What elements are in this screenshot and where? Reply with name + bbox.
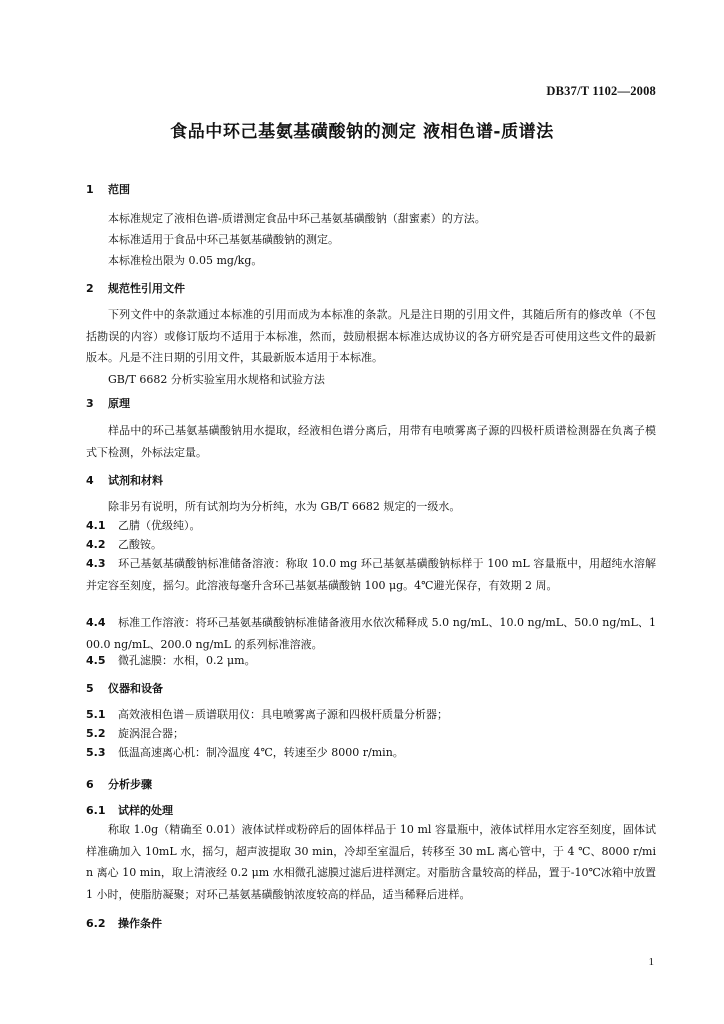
item-text: 标准工作溶液：将环己基氨基磺酸钠标准储备液用水依次稀释成 5.0 ng/mL、10.0 ng/mL、50.0 ng/mL、100.0 ng/mL、200.0 ng/mL 的系列标准溶液。 [86, 616, 656, 651]
item-text: 乙酸铵。 [118, 538, 162, 551]
item-text: 旋涡混合器； [118, 727, 184, 740]
section-title: 试剂和材料 [108, 474, 163, 487]
section-number: 4 [86, 474, 94, 487]
section-5-heading [86, 680, 163, 696]
normative-reference-item: GB/T 6682 分析实验室用水规格和试验方法 [108, 373, 325, 386]
subsection-title: 操作条件 [118, 917, 162, 930]
reagent-item [86, 650, 656, 672]
item-number: 4.3 [86, 557, 106, 570]
section-title: 规范性引用文件 [108, 282, 185, 295]
document-title: 食品中环己基氨基磺酸钠的测定 液相色谱-质谱法 [170, 122, 554, 142]
section-4-heading [86, 472, 163, 488]
subsection-title: 试样的处理 [118, 804, 173, 817]
item-number: 5.1 [86, 708, 106, 721]
reagent-item [86, 612, 656, 655]
section-number: 1 [86, 183, 94, 196]
item-number: 5.2 [86, 727, 106, 740]
scope-line-3: 本标准检出限为 0.05 mg/kg。 [108, 254, 263, 267]
normative-references-paragraph: 下列文件中的条款通过本标准的引用而成为本标准的条款。凡是注日期的引用文件，其随后所有的修改单（不包括勘误的内容）或修订版均不适用于本标准，然而，鼓励根据本标准达成协议的各方研究是否可使用这些文件的最新版本。凡是不注日期的引用文件，其最新版本适用于本标准。 [86, 308, 656, 364]
section-title: 范围 [108, 183, 130, 196]
standard-number: DB37/T 1102—2008 [546, 84, 656, 98]
subsection-6-1-heading [86, 802, 173, 818]
section-2-heading [86, 280, 185, 296]
sample-treatment-paragraph: 称取 1.0g（精确至 0.01）液体试样或粉碎后的固体样品于 10 ml 容量瓶中，液体试样用水定容至刻度，固体试样准确加入 10mL 水，摇匀，超声波提取 30 min，冷却至室温后，转移至 30 mL 离心管中，于 4 ℃、8000 r/min 离心 10 min，取上清液经 0.2 μm 水相微孔滤膜过滤后进样测定。对脂肪含量较高的样品，置于-10℃冰箱中放置 1 小时，使脂肪凝聚；对环己基氨基磺酸钠浓度较高的样品，适当稀释后进样。 [86, 823, 656, 901]
principle-paragraph: 样品中的环己基氨基磺酸钠用水提取，经液相色谱分离后，用带有电喷雾离子源的四极杆质谱检测器在负离子模式下检测，外标法定量。 [86, 424, 656, 459]
item-text: 环己基氨基磺酸钠标准储备溶液：称取 10.0 mg 环己基氨基磺酸钠标样于 100 mL 容量瓶中，用超纯水溶解并定容至刻度，摇匀。此溶液每毫升含环己基氨基磺酸钠 100 μg。4℃避光保存，有效期 2 周。 [86, 557, 656, 592]
page-number: 1 [648, 956, 654, 968]
subsection-number: 6.2 [86, 917, 106, 930]
scope-line-1: 本标准规定了液相色谱-质谱测定食品中环己基氨基磺酸钠（甜蜜素）的方法。 [108, 212, 486, 225]
section-number: 3 [86, 397, 94, 410]
item-number: 4.4 [86, 616, 106, 629]
item-number: 5.3 [86, 746, 106, 759]
section-3-heading [86, 395, 130, 411]
item-text: 低温高速离心机：制冷温度 4℃，转速至少 8000 r/min。 [118, 746, 404, 759]
item-number: 4.5 [86, 654, 106, 667]
item-text: 微孔滤膜：水相，0.2 μm。 [118, 654, 256, 667]
section-title: 分析步骤 [108, 778, 152, 791]
section-title: 仪器和设备 [108, 682, 163, 695]
reagent-item [86, 553, 656, 596]
section-6-heading [86, 776, 152, 792]
section-number: 5 [86, 682, 94, 695]
item-text: 高效液相色谱－质谱联用仪：具电喷雾离子源和四极杆质量分析器； [118, 708, 448, 721]
reagents-intro: 除非另有说明，所有试剂均为分析纯，水为 GB/T 6682 规定的一级水。 [108, 500, 461, 513]
subsection-number: 6.1 [86, 804, 106, 817]
section-number: 2 [86, 282, 94, 295]
subsection-6-2-heading [86, 915, 162, 931]
item-number: 4.2 [86, 538, 106, 551]
section-1-heading [86, 181, 130, 197]
section-title: 原理 [108, 397, 130, 410]
item-text: 乙腈（优级纯）。 [118, 519, 201, 532]
item-number: 4.1 [86, 519, 106, 532]
scope-line-2: 本标准适用于食品中环己基氨基磺酸钠的测定。 [108, 233, 339, 246]
section-number: 6 [86, 778, 94, 791]
equipment-item [86, 742, 656, 764]
